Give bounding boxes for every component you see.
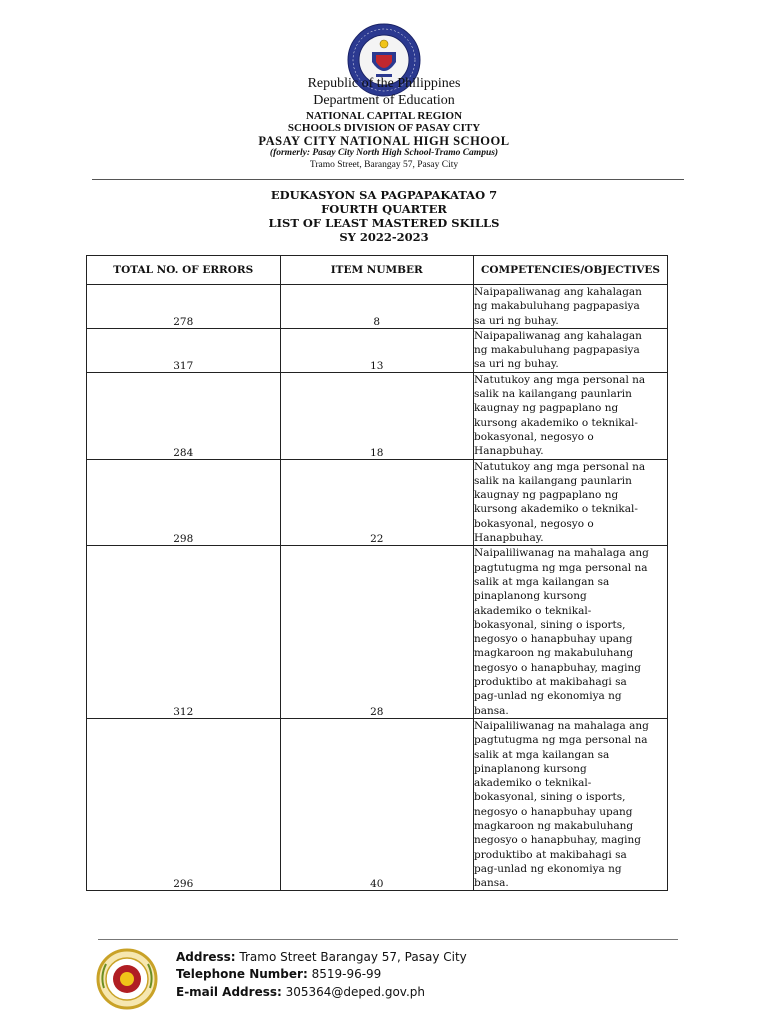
- table-row: [87, 328, 668, 372]
- competency-line: Naipaliliwanag na mahalaga ang: [474, 719, 649, 732]
- item-number-cell: 28: [280, 546, 474, 719]
- item-number-cell: 22: [280, 459, 474, 546]
- least-mastered-skills-table: [86, 255, 668, 891]
- total-errors-cell: 312: [87, 546, 281, 719]
- competency-cell: [474, 459, 668, 546]
- competency-line: salik at mga kailangan sa: [474, 575, 610, 588]
- competency-cell: [474, 546, 668, 719]
- competency-line: sa uri ng buhay.: [474, 314, 559, 327]
- title-subject: EDUKASYON SA PAGPAPAKATAO 7: [270, 188, 498, 202]
- competency-line: bokasyonal, negosyo o: [474, 430, 594, 443]
- footer-email: [176, 985, 425, 999]
- footer-address: [176, 950, 467, 964]
- competency-line: pagtutugma ng mga personal na: [474, 734, 648, 747]
- competency-line: salik na kailangang paunlarin: [474, 474, 632, 487]
- competency-line: kaugnay ng pagpaplano ng: [474, 489, 619, 502]
- total-errors-cell: 317: [87, 328, 281, 372]
- competency-line: ng makabuluhang pagpapasiya: [474, 300, 640, 313]
- table-row: [87, 372, 668, 459]
- competency-line: salik na kailangang paunlarin: [474, 388, 632, 401]
- item-number-cell: 8: [280, 285, 474, 329]
- competency-cell: [474, 372, 668, 459]
- footer-email-label: E-mail Address:: [176, 985, 282, 999]
- competency-line: magkaroon ng makabuluhang: [474, 819, 634, 832]
- table-row: [87, 459, 668, 546]
- competency-line: Naipapaliwanag ang kahalagan: [474, 329, 642, 342]
- header-department: Department of Education: [313, 93, 455, 108]
- header-school-name: PASAY CITY NATIONAL HIGH SCHOOL: [258, 134, 510, 148]
- title-list: LIST OF LEAST MASTERED SKILLS: [268, 216, 500, 230]
- total-errors-cell: 284: [87, 372, 281, 459]
- table-row: [87, 718, 668, 891]
- competency-line: negosyo o hanapbuhay, maging: [474, 661, 641, 674]
- competency-line: pag-unlad ng ekonomiya ng: [474, 690, 622, 703]
- competency-line: negosyo o hanapbuhay upang: [474, 633, 633, 646]
- item-number-cell: 13: [280, 328, 474, 372]
- footer-telephone-value: 8519-96-99: [307, 967, 382, 981]
- total-errors-cell: 298: [87, 459, 281, 546]
- competency-line: sa uri ng buhay.: [474, 358, 559, 371]
- footer-address-value: Tramo Street Barangay 57, Pasay City: [235, 950, 467, 964]
- competency-line: produktibo at makibahagi sa: [474, 676, 627, 689]
- header-item-number: ITEM NUMBER: [280, 256, 474, 285]
- competency-line: salik at mga kailangan sa: [474, 748, 610, 761]
- competency-line: Hanapbuhay.: [474, 445, 544, 458]
- item-number-cell: 18: [280, 372, 474, 459]
- competency-line: bokasyonal, sining o isports,: [474, 791, 626, 804]
- competency-line: ng makabuluhang pagpapasiya: [474, 344, 640, 357]
- header-division: SCHOOLS DIVISION OF PASAY CITY: [287, 122, 481, 134]
- competency-line: Natutukoy ang mga personal na: [474, 460, 646, 473]
- competency-line: bokasyonal, sining o isports,: [474, 618, 626, 631]
- header-formerly: (formerly: Pasay City North High School-Tramo Campus): [269, 148, 499, 158]
- table-body: [87, 285, 668, 891]
- title-school-year: SY 2022-2023: [339, 230, 429, 244]
- competency-line: kursong akademiko o teknikal-: [474, 503, 638, 516]
- competency-line: bansa.: [474, 704, 509, 717]
- competency-line: bansa.: [474, 877, 509, 890]
- competency-line: Hanapbuhay.: [474, 532, 544, 545]
- competency-line: kaugnay ng pagpaplano ng: [474, 402, 619, 415]
- competency-line: Natutukoy ang mga personal na: [474, 373, 646, 386]
- competency-line: negosyo o hanapbuhay, maging: [474, 834, 641, 847]
- competency-cell: [474, 718, 668, 891]
- school-seal-logo: [96, 948, 158, 1010]
- competency-line: akademiko o teknikal-: [474, 604, 592, 617]
- table-row: [87, 546, 668, 719]
- header-divider: [92, 179, 684, 180]
- competency-line: bokasyonal, negosyo o: [474, 517, 594, 530]
- competency-line: pag-unlad ng ekonomiya ng: [474, 862, 622, 875]
- header-competencies: COMPETENCIES/OBJECTIVES: [474, 256, 668, 285]
- competency-cell: [474, 328, 668, 372]
- header-region: NATIONAL CAPITAL REGION: [305, 110, 463, 122]
- footer-address-label: Address:: [176, 950, 236, 964]
- competency-line: akademiko o teknikal-: [474, 777, 592, 790]
- footer-email-value: 305364@deped.gov.ph: [281, 985, 426, 999]
- competency-line: pinaplanong kursong: [474, 590, 587, 603]
- table-row: [87, 285, 668, 329]
- competency-line: produktibo at makibahagi sa: [474, 848, 627, 861]
- competency-cell: [474, 285, 668, 329]
- competency-line: negosyo o hanapbuhay upang: [474, 805, 633, 818]
- title-quarter: FOURTH QUARTER: [321, 202, 447, 216]
- footer-divider: [98, 939, 678, 940]
- total-errors-cell: 296: [87, 718, 281, 891]
- header-address: Tramo Street, Barangay 57, Pasay City: [309, 160, 459, 170]
- competency-line: magkaroon ng makabuluhang: [474, 647, 634, 660]
- competency-line: pagtutugma ng mga personal na: [474, 561, 648, 574]
- item-number-cell: 40: [280, 718, 474, 891]
- footer-telephone: [176, 967, 381, 981]
- total-errors-cell: 278: [87, 285, 281, 329]
- header-republic: Republic of the Philippines: [307, 76, 461, 91]
- competency-line: Naipapaliwanag ang kahalagan: [474, 286, 642, 298]
- competency-line: pinaplanong kursong: [474, 762, 587, 775]
- header-total-errors: TOTAL NO. OF ERRORS: [87, 256, 281, 285]
- footer-telephone-label: Telephone Number:: [176, 967, 308, 981]
- competency-line: kursong akademiko o teknikal-: [474, 416, 638, 429]
- table-header-row: [87, 256, 668, 285]
- competency-line: Naipaliliwanag na mahalaga ang: [474, 547, 649, 560]
